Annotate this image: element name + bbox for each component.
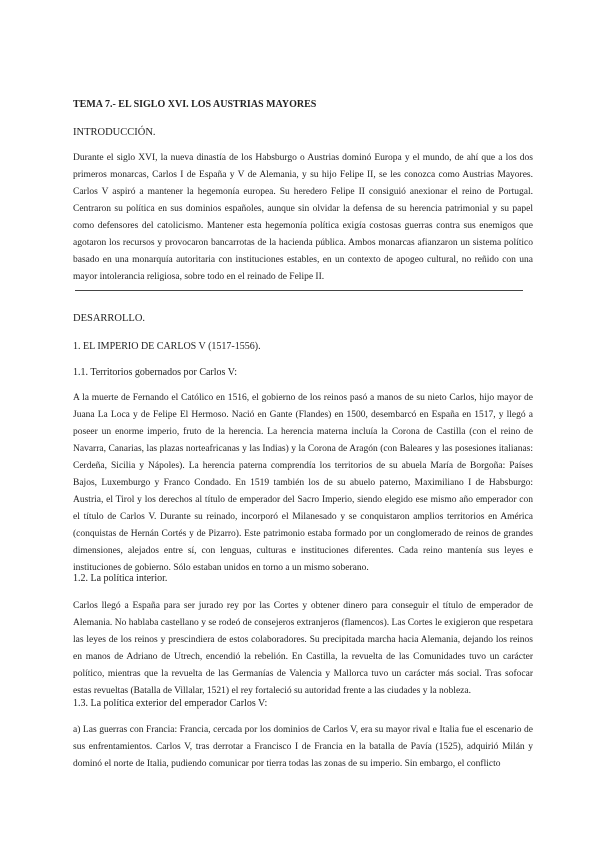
intro-heading: INTRODUCCIÓN. <box>73 127 156 138</box>
intro-paragraph: Durante el siglo XVI, la nueva dinastía de los Habsburgo o Austrias dominó Europa y el mundo, de ahí que a los dos primeros monarcas, Carlos I de España y V de Alemania, y su hijo Felipe II, se les conozca como Austrias Mayores. Carlos V aspiró a mantener la hegemonía europea. Su heredero Felipe II consiguió anexionar el reino de Portugal. Centraron su política en sus dominios españoles, aunque sin olvidar la defensa de su herencia patrimonial y su papel como defensores del catolicismo. Mantener esta hegemonía política exigía costosas guerras contra sus enemigos que agotaron los recursos y provocaron bancarrotas de la hacienda pública. Ambos monarcas afianzaron un sistema político basado en una monarquía autoritaria con instituciones estables, en un contexto de apogeo cultural, no reñido con una mayor intolerancia religiosa, sobre todo en el reinado de Felipe II. <box>73 153 533 282</box>
section-1-2-heading: 1.2. La política interior. <box>73 573 168 584</box>
horizontal-rule <box>75 290 523 291</box>
development-heading: DESARROLLO. <box>73 313 146 324</box>
section-1-1-heading: 1.1. Territorios gobernados por Carlos V: <box>73 367 237 378</box>
section-1-heading: 1. EL IMPERIO DE CARLOS V (1517-1556). <box>73 341 261 352</box>
section-1-3-heading: 1.3. La política exterior del emperador Carlos V: <box>73 698 268 709</box>
section-1-1-paragraph: A la muerte de Fernando el Católico en 1516, el gobierno de los reinos pasó a manos de su nieto Carlos, hijo mayor de Juana La Loca y de Felipe El Hermoso. Nació en Gante (Flandes) en 1500, desembarcó en España en 1517, y llegó a poseer un enorme imperio, fruto de la herencia. La herencia materna incluía la Corona de Castilla (con el reino de Navarra, Canarias, las plazas norteafricanas y las Indias) y la Corona de Aragón (con Baleares y las posesiones italianas: Cerdeña, Sicilia y Nápoles). La herencia paterna comprendía los territorios de su abuela María de Borgoña: Países Bajos, Luxemburgo y Franco Condado. En 1519 también los de su abuelo paterno, Maximiliano I de Habsburgo: Austria, el Tirol y los derechos al título de emperador del Sacro Imperio, siendo elegido ese mismo año emperador con el título de Carlos V. Durante su reinado, incorporó el Milanesado y se conquistaron amplios territorios en América (conquistas de Hernán Cortés y de Pizarro). Este patrimonio estaba formado por un conglomerado de reinos de grandes dimensiones, alejados entre sí, con lenguas, culturas e instituciones diferentes. Cada reino mantenía sus leyes e instituciones de gobierno. Sólo estaban unidos en torno a un mismo soberano. <box>73 393 533 573</box>
section-1-3-paragraph: a) Las guerras con Francia: Francia, cercada por los dominios de Carlos V, era su mayor rival e Italia fue el escenario de sus enfrentamientos. Carlos V, tras derrotar a Francisco I de Francia en la batalla de Pavía (1525), adquirió Milán y dominó el norte de Italia, pudiendo comunicar por tierra todas las zonas de su imperio. Sin embargo, el conflicto <box>73 725 533 769</box>
section-1-2-paragraph: Carlos llegó a España para ser jurado rey por las Cortes y obtener dinero para conseguir el título de emperador de Alemania. No hablaba castellano y se rodeó de consejeros extranjeros (flamencos). Las Cortes le exigieron que respetara las leyes de los reinos y prescindiera de estos colaboradores. Su precipitada marcha hacia Alemania, dejando los reinos en manos de Adriano de Utrech, encendió la rebelión. En Castilla, la revuelta de las Comunidades tuvo un carácter político, mientras que la revuelta de las Germanías de Valencia y Mallorca tuvo un carácter más social. Tras sofocar estas revueltas (Batalla de Villalar, 1521) el rey fortaleció su autoridad frente a las ciudades y la nobleza. <box>73 601 533 696</box>
document-title: TEMA 7.- EL SIGLO XVI. LOS AUSTRIAS MAYORES <box>73 99 317 110</box>
